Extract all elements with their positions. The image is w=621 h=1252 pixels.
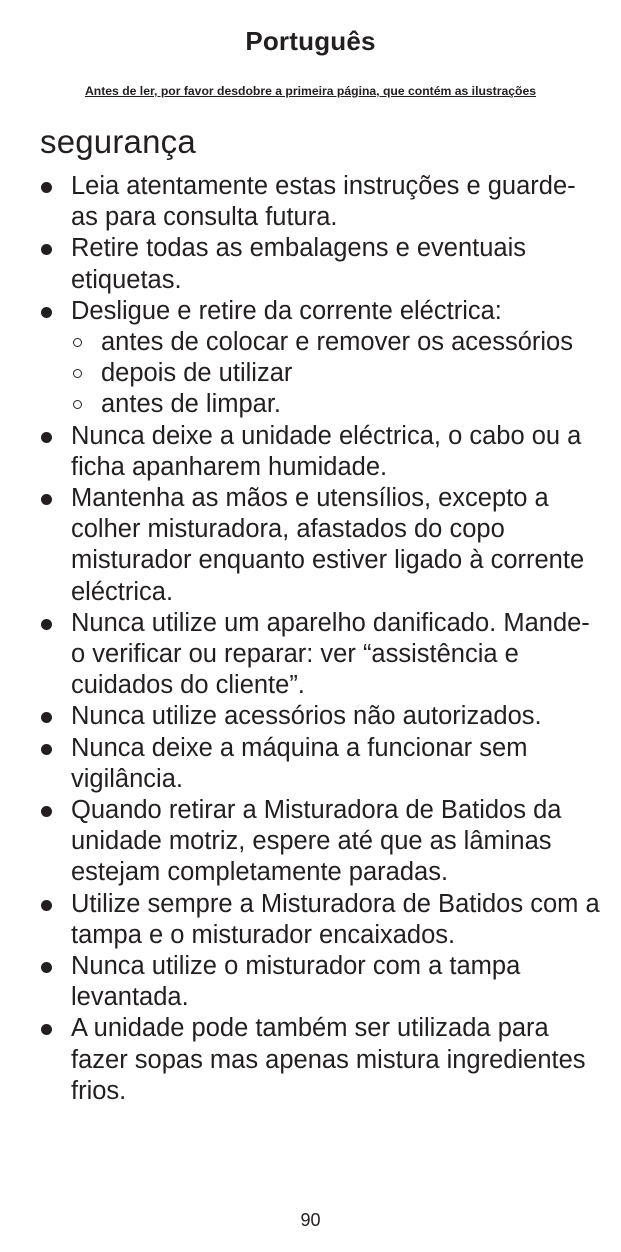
list-item [40,296,600,421]
list-item [40,171,600,233]
list-item [40,421,600,483]
sub-list-item [71,358,600,389]
list-item-text: Retire todas as embalagens e eventuais etiquetas. [71,234,527,294]
sub-list-item [71,327,600,358]
ring-bullet-icon [73,400,82,409]
bullet-icon [41,900,52,911]
sub-list-item-text: antes de colocar e remover os acessórios [101,328,573,357]
bullet-icon [41,962,52,973]
safety-list [40,171,600,1107]
list-item-text: Quando retirar a Misturadora de Batidos da unidade motriz, espere até que as lâminas estejam completamente paradas. [71,796,562,887]
list-item [40,1013,600,1107]
list-item-text: Leia atentamente estas instruções e guarde-as para consulta futura. [71,172,576,232]
list-item [40,233,600,295]
list-item-text: Desligue e retire da corrente eléctrica: [71,296,502,325]
list-item [40,795,600,889]
list-item [40,608,600,702]
bullet-icon [41,182,52,193]
bullet-icon [41,806,52,817]
bullet-icon [41,432,52,443]
list-item-text: Nunca deixe a unidade eléctrica, o cabo ou a ficha apanharem humidade. [71,421,582,481]
list-item-text: Nunca utilize o misturador com a tampa levantada. [71,952,521,1012]
bullet-icon [41,1024,52,1035]
list-item-text: Nunca utilize acessórios não autorizados. [71,702,542,731]
list-item-text: Nunca deixe a máquina a funcionar sem vigilância. [71,733,528,793]
page-number: 90 [300,1210,321,1230]
page-title: Português [245,26,376,56]
bullet-icon [41,494,52,505]
sub-list-item-text: antes de limpar. [101,390,282,419]
list-item [40,951,600,1013]
list-item-text: A unidade pode também ser utilizada para fazer sopas mas apenas mistura ingredientes frios. [71,1014,586,1105]
ring-bullet-icon [73,369,82,378]
bullet-icon [41,244,52,255]
list-item [40,889,600,951]
sub-list-item [71,389,600,420]
ring-bullet-icon [73,338,82,347]
sub-list [71,327,600,421]
list-item [40,483,600,608]
list-item [40,701,600,732]
list-item-text: Utilize sempre a Misturadora de Batidos com a tampa e o misturador encaixados. [71,889,600,949]
bullet-icon [41,619,52,630]
bullet-icon [41,712,52,723]
bullet-icon [41,307,52,318]
sub-list-item-text: depois de utilizar [101,359,293,388]
bullet-icon [41,744,52,755]
list-item [40,733,600,795]
list-item-text: Mantenha as mãos e utensílios, excepto a colher misturadora, afastados do copo misturador enquanto estiver ligado à corrente eléctrica. [71,484,585,606]
list-item-text: Nunca utilize um aparelho danificado. Mande-o verificar ou reparar: ver “assistência e cuidados do cliente”. [71,608,590,700]
section-heading: segurança [40,123,196,160]
unfold-instruction-note: Antes de ler, por favor desdobre a primeira página, que contém as ilustrações [84,84,537,98]
